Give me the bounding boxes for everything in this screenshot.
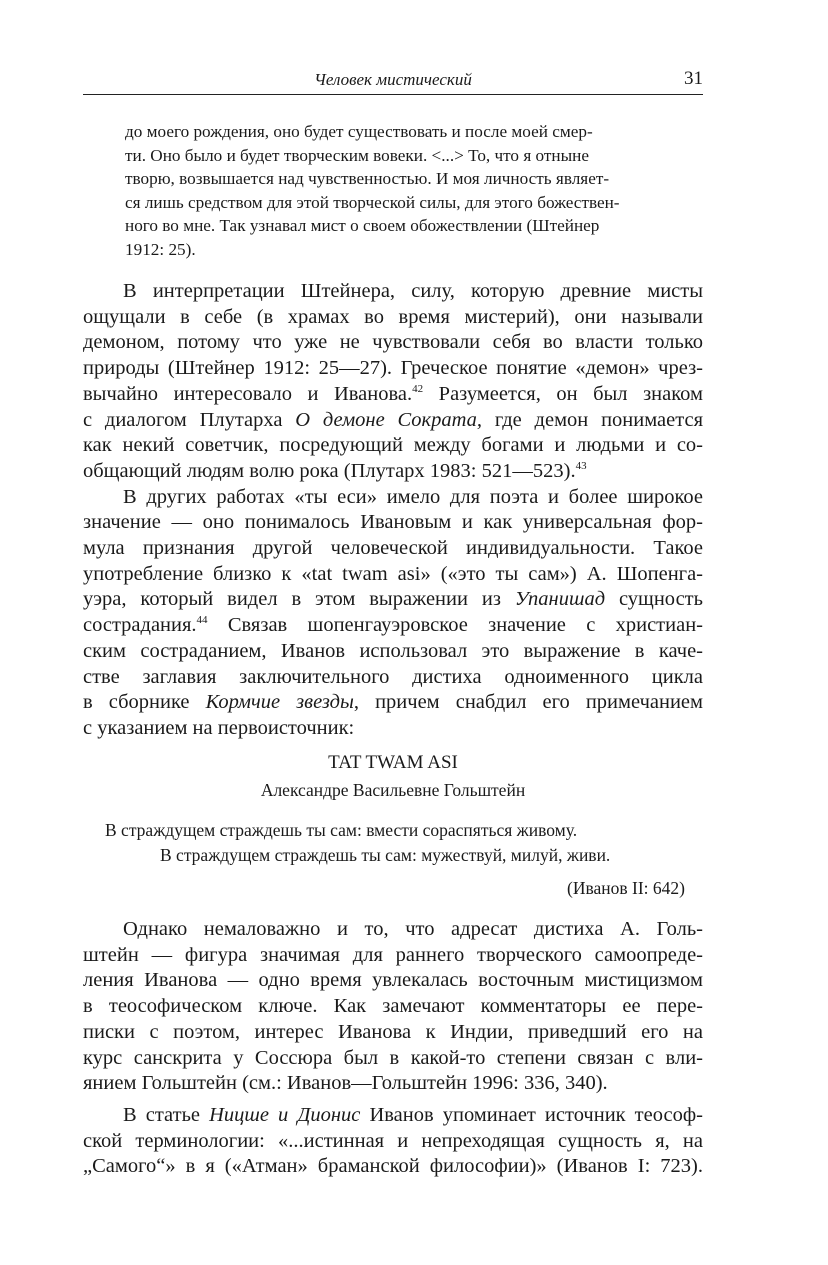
quote-line: до моего рождения, оно будет существовать и после моей смер-: [125, 122, 593, 141]
text-line: с диалогом Плутарха О демоне Сократа, где демон понимается: [83, 408, 703, 431]
quote-line: творю, возвышается над чувственностью. И моя личность являет-: [125, 169, 610, 189]
poem-dedication: Александре Васильевне Гольштейн: [260, 780, 526, 800]
body-text: [83, 279, 703, 742]
text-line: употребление близко к «tat twam asi» («это ты сам») А. Шопенга-: [83, 562, 703, 585]
text-line: В интерпретации Штейнера, силу, которую древние мисты: [123, 280, 703, 302]
text-line: как некий советчик, посредующий между богами и людьми и со-: [83, 434, 703, 457]
text-line: ской терминологии: «...истинная и непреходящая сущность я, на: [83, 1129, 703, 1152]
work-title: Кормчие звезды: [205, 691, 354, 714]
text-line: значение — оно понималось Ивановым и как универсальная фор-: [83, 511, 703, 534]
text-line: вычайно интересовало и Иванова.$^{42}$ Разумеется, он был знаком: [83, 382, 703, 405]
running-head: [83, 68, 703, 95]
footnote-ref-42: 42: [412, 382, 424, 395]
text-line: В других работах «ты еси» имело для поэта и более широкое: [123, 485, 703, 508]
work-title: О демоне Сократа,: [295, 408, 483, 431]
poem-line: В страждущем страждешь ты сам: вмести сораспяться живому.: [105, 820, 578, 840]
quote-line: 1912: 25).: [125, 239, 196, 259]
text-line: демоном, потому что уже не чувствовали себя во власти только: [83, 331, 703, 354]
footnote-ref-44: 44: [196, 614, 208, 627]
text-line: Однако немаловажно и то, что адресат дистиха А. Голь-: [123, 918, 703, 940]
page-number: 31: [684, 68, 703, 89]
poem-line: В страждущем страждешь ты сам: мужествуй, милуй, живи.: [160, 845, 611, 865]
block-quote: [125, 120, 703, 262]
text-line: штейн — фигура значимая для раннего творческого самоопреде-: [83, 943, 703, 966]
text-line: уэра, который видел в этом выражении из Упанишад сущность: [83, 588, 703, 611]
text-line: ления Иванова — одно время увлекалась восточным мистицизмом: [83, 969, 703, 992]
text-line: ощущали в себе (в храмах во время мистерий), они называли: [83, 305, 703, 328]
quote-line: ного во мне. Так узнавал мист о своем обожествлении (Штейнер: [125, 216, 600, 236]
quote-line: ти. Оно было и будет творческим вовеки. <...> То, что я отныне: [125, 145, 589, 165]
body-text-continued: [83, 917, 703, 1180]
text-line: в теософическом ключе. Как замечают комментаторы ее пере-: [83, 995, 703, 1018]
poem-title: TAT TWAM ASI: [328, 752, 458, 773]
text-line: с указанием на первоисточник:: [83, 716, 355, 739]
paragraph-nietzsche: [83, 1103, 703, 1180]
footnote-ref-43: 43: [575, 460, 587, 473]
text-line: сострадания.$^{44}$ Связав шопенгауэровское значение с христиан-: [83, 614, 703, 637]
quote-line: ся лишь средством для этой творческой силы, для этого божествен-: [125, 192, 620, 212]
text-line: мула признания другой человеческой индивидуальности. Такое: [83, 537, 703, 560]
work-title: Упанишад: [514, 588, 606, 611]
work-title: Ницше и Дионис: [209, 1103, 361, 1126]
text-line: „Самого“» в я («Атман» браманской философии)» (Иванов I: 723).: [83, 1155, 703, 1178]
text-line: курс санскрита у Соссюра был в какой-то степени связан с вли-: [83, 1046, 703, 1069]
text-line: янием Гольштейн (см.: Иванов—Гольштейн 1996: 336, 340).: [83, 1072, 608, 1095]
text-line: В статье Ницше и Дионис Иванов упоминает источник теософ-: [123, 1103, 703, 1126]
text-line: ским состраданием, Иванов использовал это выражение в каче-: [83, 639, 703, 662]
text-line: общающий людям волю рока (Плутарх 1983: 521—523).$^{43}$: [83, 459, 587, 482]
paragraph-tat-twam-asi: [83, 485, 703, 742]
paragraph-steiner-demon: [83, 279, 703, 485]
text-line: стве заглавия заключительного дистиха одноименного цикла: [83, 665, 703, 688]
text-line: природы (Штейнер 1912: 25—27). Греческое понятие «демон» чрез-: [83, 357, 703, 380]
paragraph-goldstein: [83, 917, 703, 1097]
running-title: Человек мистический: [314, 70, 472, 89]
text-line: писки с поэтом, интерес Иванова к Индии, приведший его на: [83, 1020, 703, 1043]
poem-source: (Иванов II: 642): [567, 878, 685, 898]
text-line: в сборнике Кормчие звезды, причем снабдил его примечанием: [83, 691, 703, 714]
